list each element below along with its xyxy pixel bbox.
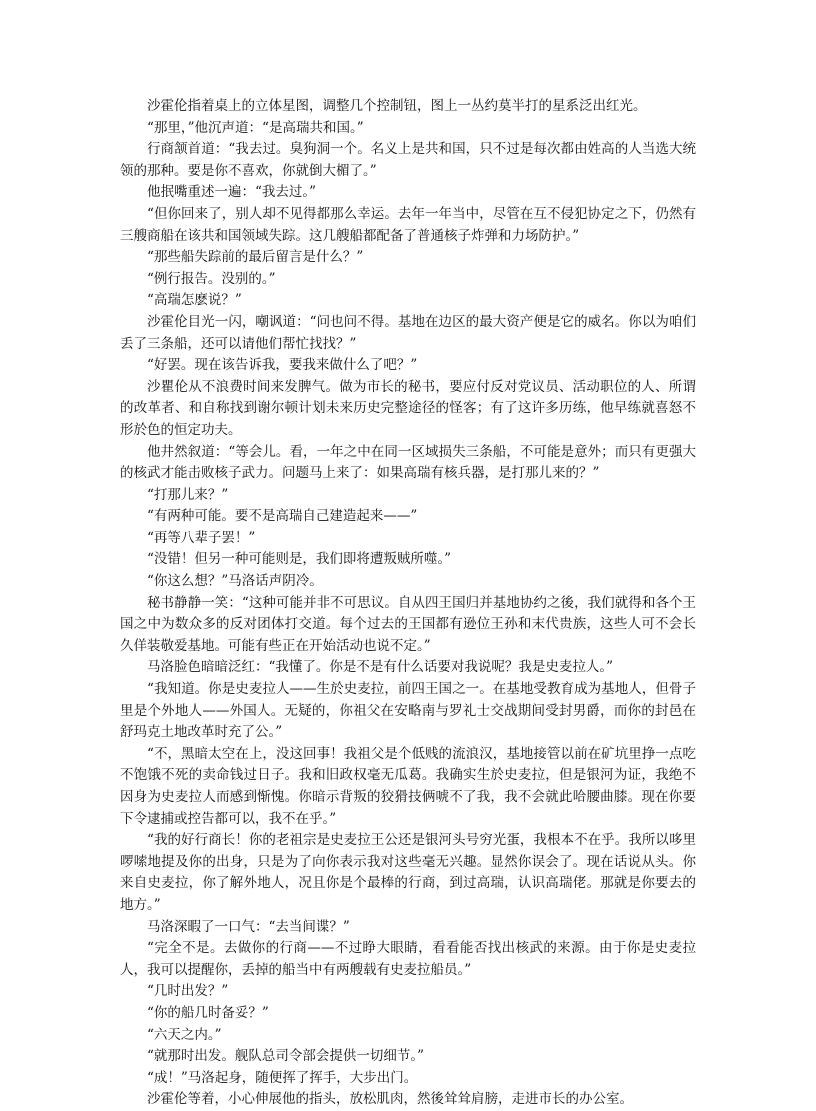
page-body [120,96,696,1111]
paragraph: “我的好行商长！你的老祖宗是史麦拉王公还是银河头号穷光蛋，我根本不在乎。我所以哆里啰嗦地提及你的出身，只是为了向你表示我对这些毫无兴趣。显然你误会了。现在话说从头。你来自史麦拉，你了解外地人，况且你是个最棒的行商，到过高瑞，认识高瑞佬。那就是你要去的地方。” [120,832,696,913]
paragraph: “几时出发？” [147,983,229,1000]
paragraph: 沙霍伦等着，小心伸展他的指头，放松肌肉，然後耸耸肩膀，走进市长的办公室。 [147,1091,633,1108]
paragraph: “你这么想？”马洛话声阴冷。 [147,573,323,590]
paragraph: “但你回来了，别人却不见得都那么幸运。去年一年当中，尽管在互不侵犯协定之下，仍然有三艘商船在该共和国领域失踪。这几艘船都配备了普通核子炸弹和力场防护。” [120,205,696,244]
paragraph: “没错！但另一种可能则是，我们即将遭叛贼所噬。” [147,551,452,568]
paragraph: 马洛深暇了一口气：“去当间谍？” [147,918,350,935]
paragraph: 秘书静静一笑：“这种可能并非不可思议。自从四王国归并基地协约之後，我们就得和各个王国之中为数众多的反对团体打交道。每个过去的王国都有逊位王孙和末代贵族，这些人可不会长久佯装敬爱基地。可能有些正在开始活动也说不定。” [120,594,696,654]
paragraph: “例行报告。没别的。” [147,270,276,287]
paragraph: 沙霍伦指着桌上的立体星图，调整几个控制钮，图上一丛约莫半打的星系泛出红光。 [147,98,647,114]
paragraph: 他井然叙道：“等会儿。看，一年之中在同一区域损失三条船，不可能是意外；而只有更强大的核武才能击败核子武力。问题马上来了：如果高瑞有核兵器，是打那儿来的？” [120,443,696,482]
paragraph: “六天之内。” [147,1026,222,1043]
paragraph: “那些船失踪前的最后留言是什么？” [147,249,364,266]
paragraph: “完全不是。去做你的行商——不过睁大眼睛，看看能否找出核武的来源。由于你是史麦拉人，我可以提醒你，丢掉的船当中有两艘载有史麦拉船员。” [120,940,696,978]
paragraph: “好罢。现在该告诉我，要我来做什么了吧？” [147,357,418,374]
paragraph: “成！”马洛起身，随便挥了挥手，大步出门。 [147,1069,418,1086]
paragraph: “我知道。你是史麦拉人——生於史麦拉，前四王国之一。在基地受教育成为基地人，但骨子里是个外地人——外国人。无疑的，你祖父在安略南与罗礼士交战期间受封男爵，而你的封邑在舒玛克土地改革时充了公。” [120,681,696,741]
paragraph: “高瑞怎麽说？” [147,292,242,309]
paragraph: 沙瞿伦从不浪费时间来发脾气。做为市长的秘书，要应付反对党议员、活动职位的人、所谓的改革者、和自称找到谢尔顿计划未来历史完整途径的怪客；有了这许多历练，他早练就喜怒不形於色的恒定功夫。 [120,378,696,438]
paragraph: “就那时出发。舰队总司令部会提供一切细节。” [147,1048,425,1065]
paragraph: “再等八辈子罢！” [147,529,256,546]
paragraph: “那里，”他沉声道：“是高瑞共和国。” [147,119,364,136]
paragraph: 马洛脸色暗暗泛红：“我懂了。你是不是有什么话要对我说呢？我是史麦拉人。” [147,659,614,676]
paragraph: “不，黑暗太空在上，没这回事！我祖父是个低贱的流浪汉，基地接管以前在矿坑里挣一点吃不饱饿不死的卖命钱过日子。我和旧政权毫无瓜葛。我确实生於史麦拉，但是银河为证，我绝不因身为史麦拉人而感到惭愧。你暗示背叛的狡猾技俩唬不了我，我不会就此哈腰曲膝。现在你要下令逮捕或控告都可以，我不在乎。” [120,745,696,827]
paragraph: “你的船几时备妥？” [147,1004,269,1021]
paragraph: 行商颔首道：“我去过。臭狗洞一个。名义上是共和国，只不过是每次都由姓高的人当选大统领的那种。要是你不喜欢，你就倒大楣了。” [120,141,696,179]
paragraph: 他抿嘴重述一遍：“我去过。” [147,184,317,201]
paragraph: “打那儿来？” [147,486,229,503]
paragraph: 沙霍伦目光一闪，嘲讽道：“问也问不得。基地在边区的最大资产便是它的威名。你以为咱们丢了三条船，还可以请他们帮忙找找？” [120,313,696,352]
paragraph: “有两种可能。要不是高瑞自己建造起来——” [147,508,418,525]
